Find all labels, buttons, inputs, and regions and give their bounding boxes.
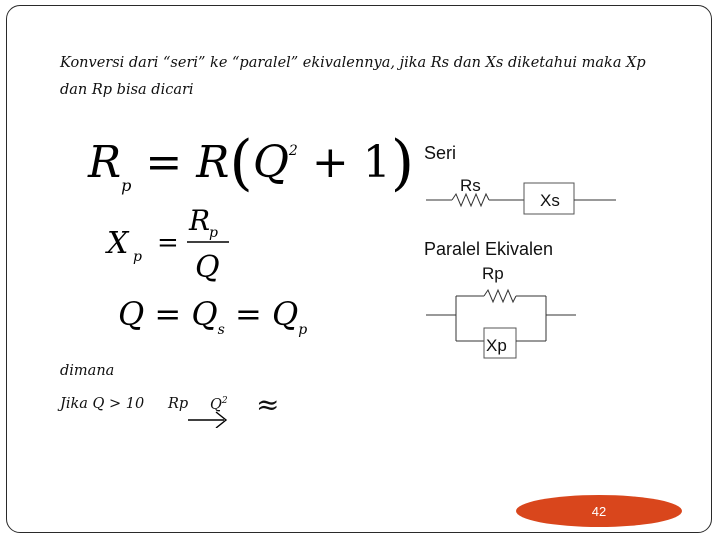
where-label: dimana [60,363,115,379]
formula-rp: $R_p = R(Q^2 + 1)$ [88,128,415,198]
rp-label: Rp [168,396,189,412]
page-number: 42 [591,503,607,519]
parallel-title: Paralel Ekivalen [424,239,554,259]
formula-xp [105,205,245,290]
rs-resistor [452,194,489,206]
svg-text:R: R [189,205,211,237]
condition-label: Jika Q > 10 [60,396,145,412]
rs-label: Rs [460,176,481,195]
q2-text: $Q^2$ [210,396,228,413]
svg-text:=: = [157,228,179,258]
svg-text:p: p [209,225,218,241]
intro-line-1: Konversi dari “seri” ke “paralel” ekivalennya, jika Rs dan Xs diketahui maka Xp [60,55,646,71]
circuit-diagram [418,138,618,366]
rp-resistor [484,290,516,302]
approx-icon: ≈ [256,388,280,421]
svg-text:X: X [107,226,129,261]
xp-label: Xp [486,336,507,355]
intro-text [60,50,660,104]
rp-label-circuit: Rp [482,264,504,283]
intro-line-2: dan Rp bisa dicari [60,82,194,98]
svg-text:p: p [133,249,142,265]
svg-text:Q: Q [195,250,220,285]
page-number-badge [516,495,682,527]
series-title: Seri [424,143,457,163]
xs-label: Xs [540,191,560,210]
formula-q: $Q = Q_s = Q_p$ [118,295,308,338]
